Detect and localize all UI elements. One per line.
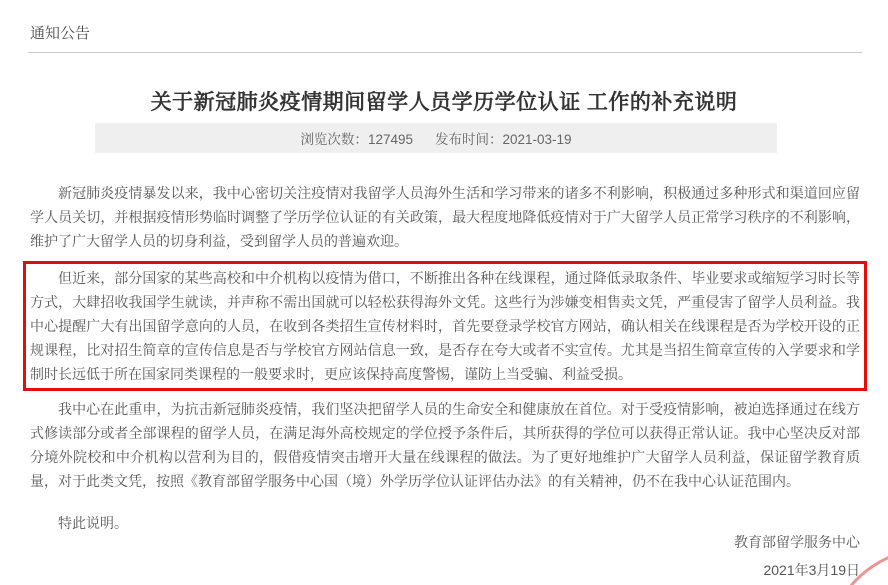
paragraph-warning: 但近来，部分国家的某些高校和中介机构以疫情为借口，不断推出各种在线课程，通过降低录取条件、毕业要求或缩短学习时长等方式，大肆招收我国学生就读，并声称不需出国就可以轻松获得海外文凭。这些行为涉嫌变相售卖文凭，严重侵害了留学人员利益。我中心提醒广大有出国留学意向的人员，在收到各类招生宣传材料时，首先要登录学校官方网站，确认相关在线课程是否为学校开设的正规课程，比对招生简章的宣传信息是否与学校官方网站信息一致，是否存在夸大或者不实宣传。尤其是当招生简章宣传的入学要求和学制时长远低于所在国家同类课程的一般要求时，更应该保持高度警惕，谨防上当受骗、利益受损。 bbox=[30, 270, 860, 382]
notice-body bbox=[30, 181, 860, 543]
meta-bar bbox=[95, 123, 777, 153]
signature-org: 教育部留学服务中心 bbox=[734, 534, 860, 550]
views-count: 127495 bbox=[367, 132, 413, 147]
publish-date: 2021-03-19 bbox=[502, 132, 572, 147]
signature-date: 2021年3月19日 bbox=[763, 562, 860, 578]
page-title: 关于新冠肺炎疫情期间留学人员学历学位认证 工作的补充说明 bbox=[150, 91, 738, 115]
publish-label: 发布时间： bbox=[435, 132, 503, 147]
section-label: 通知公告 bbox=[30, 25, 91, 42]
views-counter bbox=[300, 128, 413, 148]
paragraph-intro: 新冠肺炎疫情暴发以来，我中心密切关注疫情对我留学人员海外生活和学习带来的诸多不利影响，积极通过多种形式和渠道回应留学人员关切，并根据疫情形势临时调整了学历学位认证的有关政策，最大程度地降低疫情对于广大留学人员正常学习秩序的不利影响，维护了广大留学人员的切身利益，受到留学人员的普遍欢迎。 bbox=[30, 185, 860, 249]
publish-info bbox=[435, 128, 572, 148]
views-label: 浏览次数： bbox=[300, 132, 368, 147]
section-divider bbox=[28, 52, 862, 53]
paragraph-policy: 我中心在此重申，为抗击新冠肺炎疫情，我们坚决把留学人员的生命安全和健康放在首位。对于受疫情影响，被迫选择通过在线方式修读部分或者全部课程的留学人员，在满足海外高校规定的学位授予条件后，其所获得的学位可以获得正常认证。我中心坚决反对部分境外院校和中介机构以营利为目的，假借疫情突击增开大量在线课程的做法。为了更好地维护广大留学人员利益，保证留学教育质量，对于此类文凭，按照《教育部留学服务中心国（境）外学历学位认证评估办法》的有关精神，仍不在我中心认证范围内。 bbox=[30, 401, 860, 489]
highlight-box bbox=[23, 261, 867, 391]
closing-note: 特此说明。 bbox=[58, 515, 128, 531]
